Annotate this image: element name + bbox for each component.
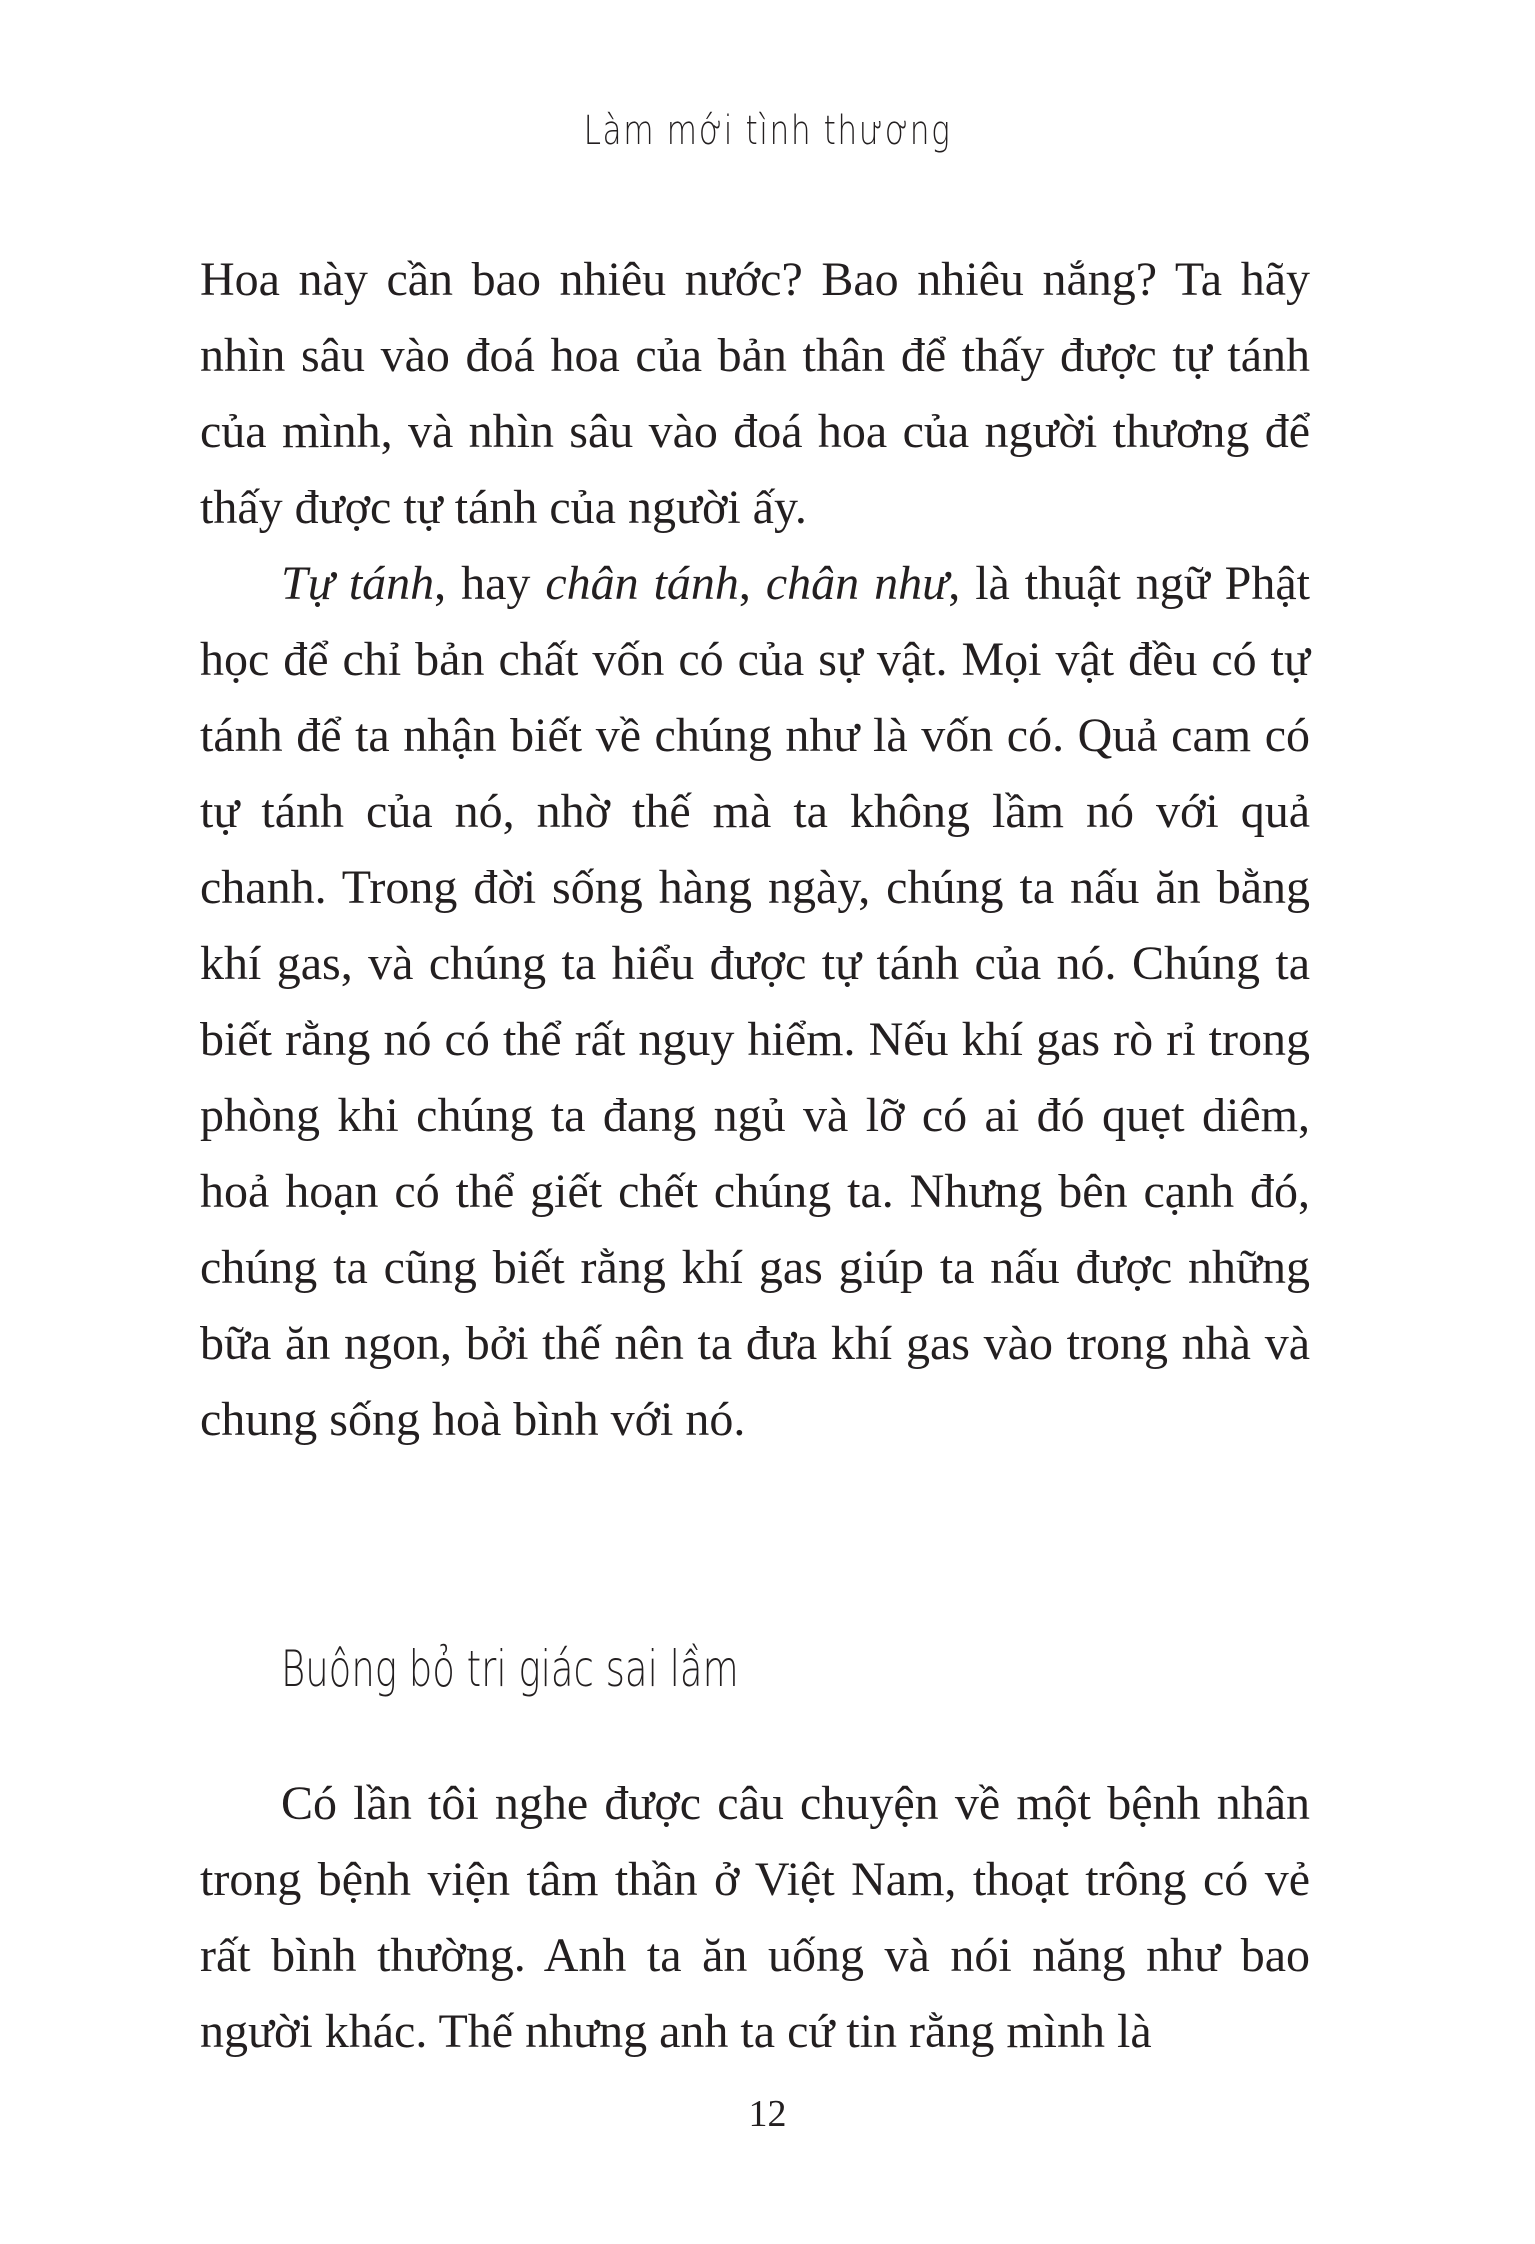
body-text-block-2 — [200, 1766, 1310, 2070]
separator: , hay — [434, 557, 546, 610]
paragraph-story: Có lần tôi nghe được câu chuyện về một bệnh nhân trong bệnh viện tâm thần ở Việt Nam, thoạt trông có vẻ rất bình thường. Anh ta ăn uống và nói năng như bao người khác. Thế nhưng anh ta cứ tin rằng mình là — [200, 1777, 1310, 2058]
paragraph-tu-tanh — [200, 546, 1310, 1458]
paragraph-body: , là thuật ngữ Phật học để chỉ bản chất vốn có của sự vật. Mọi vật đều có tự tánh để ta nhận biết về chúng như là vốn có. Quả cam có tự tánh của nó, nhờ thế mà ta không lầm nó với quả chanh. Trong đời sống hàng ngày, chúng ta nấu ăn bằng khí gas, và chúng ta hiểu được tự tánh của nó. Chúng ta biết rằng nó có thể rất nguy hiểm. Nếu khí gas rò rỉ trong phòng khi chúng ta đang ngủ và lỡ có ai đó quẹt diêm, hoả hoạn có thể giết chết chúng ta. Nhưng bên cạnh đó, chúng ta cũng biết rằng khí gas giúp ta nấu được những bữa ăn ngon, bởi thế nên ta đưa khí gas vào trong nhà và chung sống hoà bình với nó. — [200, 557, 1310, 1446]
running-header-title: Làm mới tình thương — [583, 108, 952, 154]
term-tu-tanh: Tự tánh — [281, 557, 435, 610]
term-chan-nhu: chân như — [765, 557, 949, 610]
body-text-block — [200, 242, 1310, 1458]
separator: , — [738, 557, 766, 610]
page-number: 12 — [748, 2093, 787, 2135]
paragraph-continuation: Hoa này cần bao nhiêu nước? Bao nhiêu nắng? Ta hãy nhìn sâu vào đoá hoa của bản thân để thấy được tự tánh của mình, và nhìn sâu vào đoá hoa của người thương để thấy được tự tánh của người ấy. — [200, 253, 1310, 534]
section-heading: Buông bỏ tri giác sai lầm — [281, 1640, 739, 1698]
term-chan-tanh: chân tánh — [545, 557, 739, 610]
